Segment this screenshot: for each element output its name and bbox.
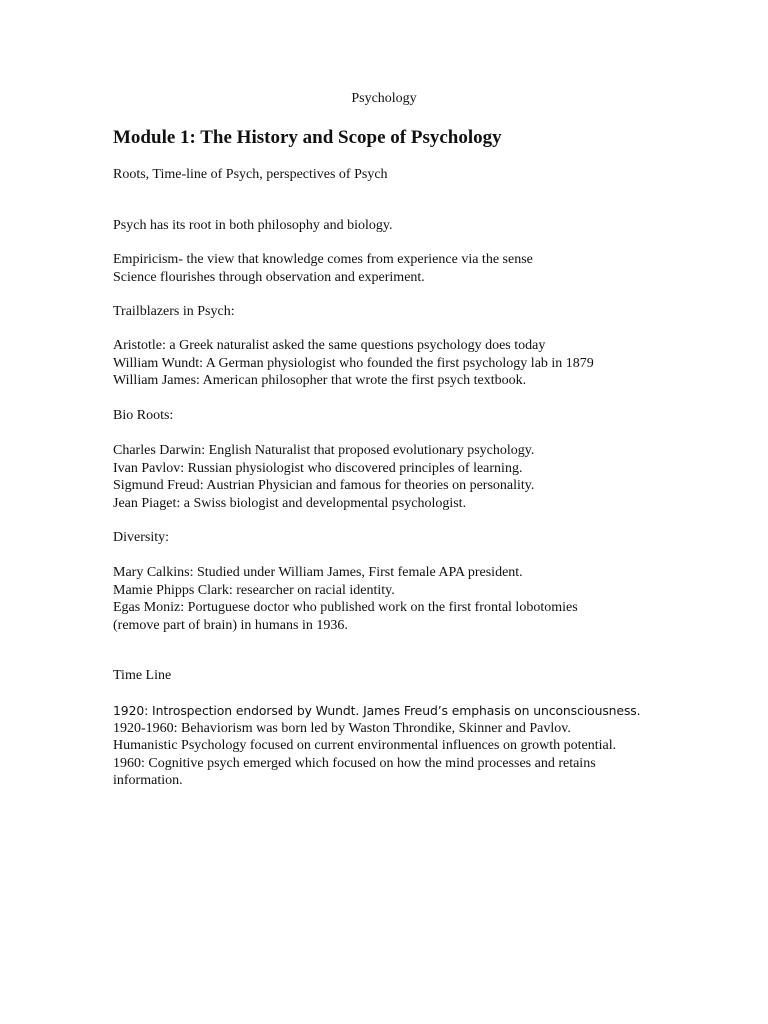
section-title: Diversity:: [113, 530, 169, 545]
intro-line: Psych has its root in both philosophy and biology.: [113, 218, 393, 233]
bio-roots-list: [113, 442, 673, 512]
section-title: Bio Roots:: [113, 408, 174, 423]
empiricism-line: Science flourishes through observation and experiment.: [113, 269, 425, 285]
diversity-list: [113, 564, 673, 634]
bio-roots-title: [113, 407, 673, 425]
list-item: Jean Piaget: a Swiss biologist and developmental psychologist.: [113, 495, 467, 511]
intro-paragraph: [113, 217, 673, 235]
module-subtitle: Roots, Time-line of Psych, perspectives of Psych: [113, 167, 388, 182]
list-item: 1920: Introspection endorsed by Wundt. James Freud’s emphasis on unconsciousness.: [113, 703, 641, 718]
list-item: Aristotle: a Greek naturalist asked the same questions psychology does today: [113, 338, 546, 353]
timeline-list: [113, 702, 673, 790]
list-item: Mamie Phipps Clark: researcher on racial identity.: [113, 582, 395, 598]
running-title: Psychology: [351, 91, 417, 106]
section-title: Trailblazers in Psych:: [113, 304, 235, 319]
list-item: Ivan Pavlov: Russian physiologist who discovered principles of learning.: [113, 460, 523, 476]
list-item: 1960: Cognitive psych emerged which focused on how the mind processes and retains: [113, 755, 596, 771]
empiricism-line: Empiricism- the view that knowledge comes from experience via the sense: [113, 252, 533, 267]
list-item: Sigmund Freud: Austrian Physician and famous for theories on personality.: [113, 478, 535, 493]
list-item: Charles Darwin: English Naturalist that proposed evolutionary psychology.: [113, 443, 535, 458]
empiricism-paragraph: [113, 251, 673, 286]
timeline-title: [113, 667, 673, 685]
module-heading: Module 1: The History and Scope of Psychology: [113, 127, 502, 148]
list-item: Egas Moniz: Portuguese doctor who published work on the first frontal lobotomies: [113, 600, 578, 615]
list-item: Mary Calkins: Studied under William James, First female APA president.: [113, 565, 523, 580]
diversity-title: [113, 529, 673, 547]
list-item: Humanistic Psychology focused on current environmental influences on growth potential.: [113, 738, 617, 753]
list-item: William James: American philosopher that wrote the first psych textbook.: [113, 373, 527, 388]
section-title: Time Line: [113, 668, 172, 683]
list-item: William Wundt: A German physiologist who founded the first psychology lab in 1879: [113, 355, 594, 371]
trailblazers-title: [113, 303, 673, 321]
list-item: information.: [113, 773, 183, 788]
list-item: (remove part of brain) in humans in 1936.: [113, 617, 348, 633]
list-item: 1920-1960: Behaviorism was born led by Waston Throndike, Skinner and Pavlov.: [113, 720, 571, 736]
trailblazers-list: [113, 337, 673, 390]
